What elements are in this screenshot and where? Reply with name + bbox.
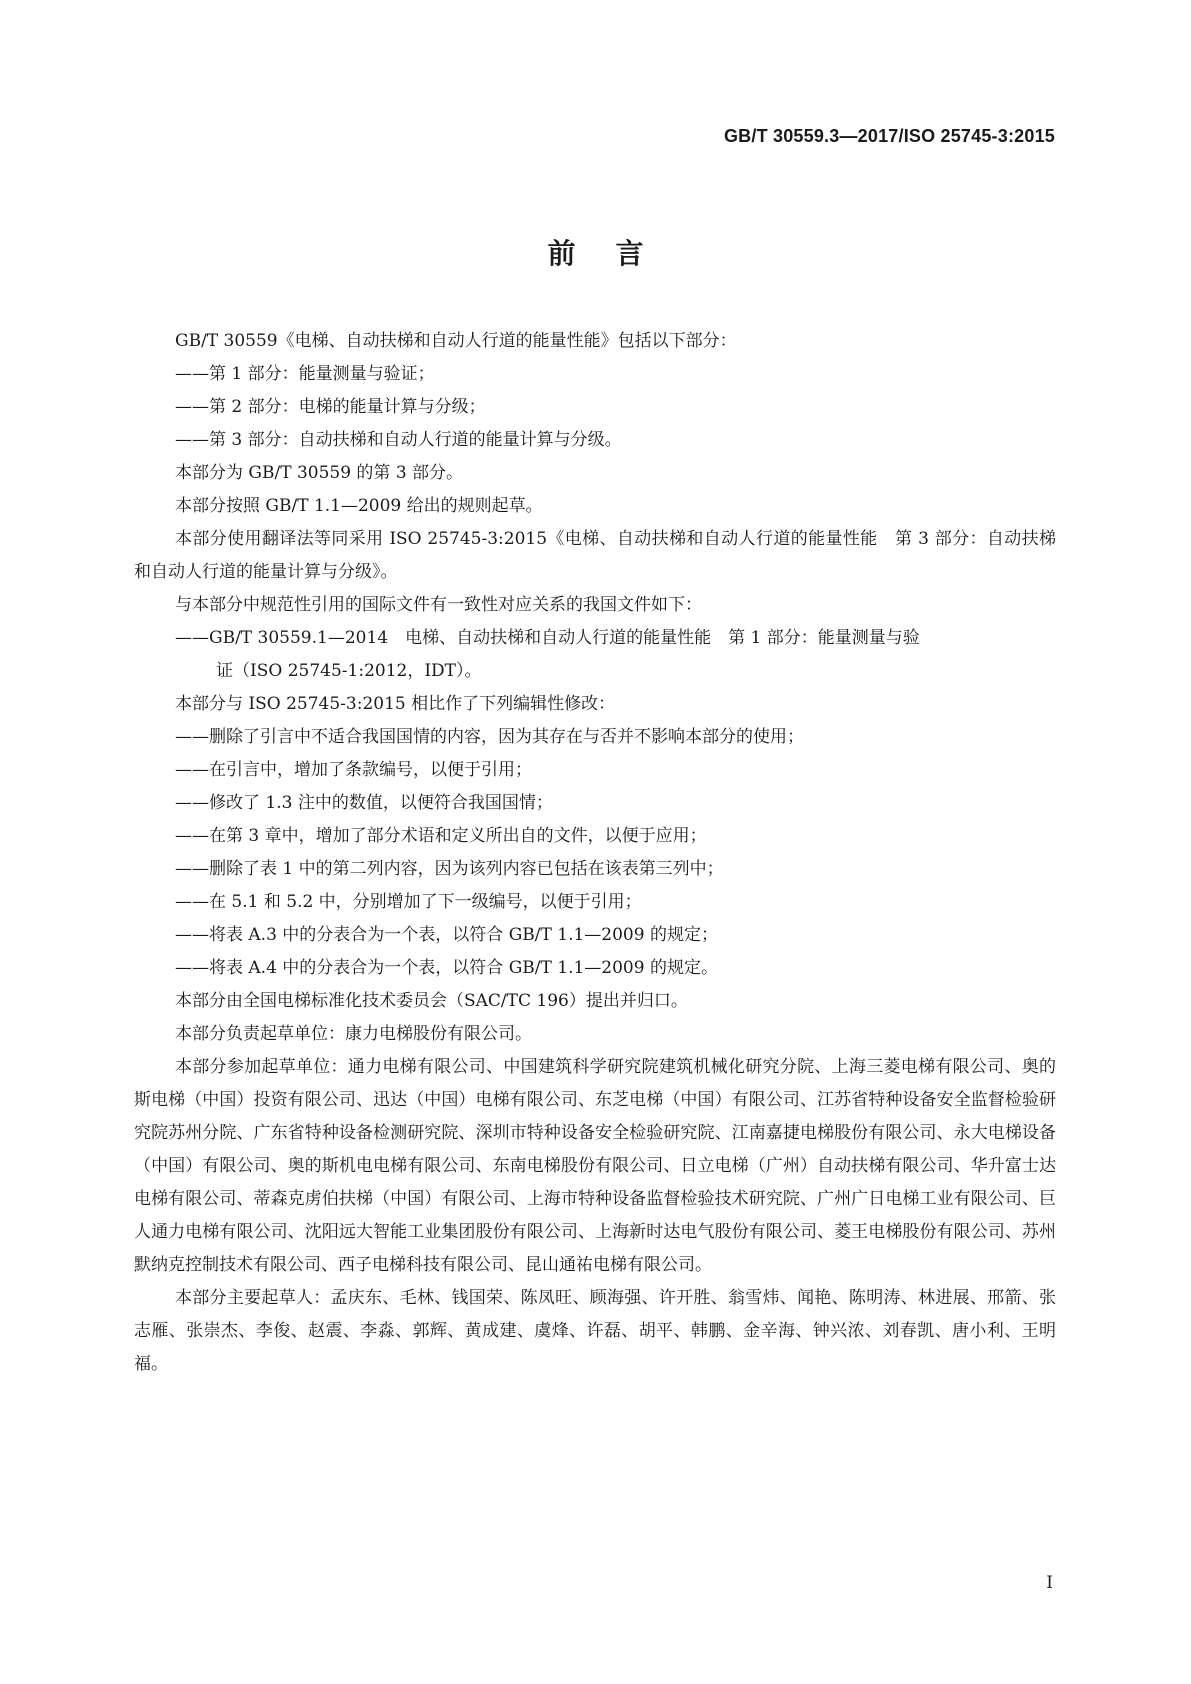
modification-list-item: ——在引言中，增加了条款编号，以便于引用； [175, 760, 532, 780]
intro-line: GB/T 30559《电梯、自动扶梯和自动人行道的能量性能》包括以下部分： [175, 331, 737, 351]
paragraph: 本部分使用翻译法等同采用 ISO 25745-3:2015《电梯、自动扶梯和自动人行道的能量性能 第 3 部分：自动扶梯和自动人行道的能量计算与分级》。 [134, 529, 1056, 582]
paragraph: 与本部分中规范性引用的国际文件有一致性对应关系的我国文件如下： [175, 595, 702, 615]
paragraph: 本部分按照 GB/T 1.1—2009 给出的规则起草。 [175, 496, 543, 516]
modification-list-item: ——删除了引言中不适合我国国情的内容，因为其存在与否并不影响本部分的使用； [175, 727, 804, 747]
part-list-item: ——第 1 部分：能量测量与验证； [175, 364, 435, 384]
standard-code: GB/T 30559.3—2017/ISO 25745-3:2015 [723, 126, 1055, 146]
modification-list-item: ——修改了 1.3 注中的数值，以便符合我国国情； [175, 793, 553, 813]
foreword-body [134, 325, 1056, 1381]
reference-list-item: ——GB/T 30559.1—2014 电梯、自动扶梯和自动人行道的能量性能 第 1 部分：能量测量与验 [175, 628, 920, 648]
paragraph: 本部分为 GB/T 30559 的第 3 部分。 [175, 463, 464, 483]
paragraph: 本部分与 ISO 25745-3:2015 相比作了下列编辑性修改： [175, 694, 616, 714]
drafters-paragraph: 本部分主要起草人：孟庆东、毛林、钱国荣、陈凤旺、顾海强、许开胜、翁雪炜、闻艳、陈明涛、林进展、邢箭、张志雁、张崇杰、李俊、赵震、李淼、郭辉、黄成建、虞烽、许磊、胡平、韩鹏、金辛海、钟兴浓、刘春凯、唐小利、王明福。 [134, 1288, 1056, 1374]
participating-units-paragraph: 本部分参加起草单位：通力电梯有限公司、中国建筑科学研究院建筑机械化研究分院、上海三菱电梯有限公司、奥的斯电梯（中国）投资有限公司、迅达（中国）电梯有限公司、东芝电梯（中国）有限公司、江苏省特种设备安全监督检验研究院苏州分院、广东省特种设备检测研究院、深圳市特种设备安全检验研究院、江南嘉捷电梯股份有限公司、永大电梯设备（中国）有限公司、奥的斯机电电梯有限公司、东南电梯股份有限公司、日立电梯（广州）自动扶梯有限公司、华升富士达电梯有限公司、蒂森克虏伯扶梯（中国）有限公司、上海市特种设备监督检验技术研究院、广州广日电梯工业有限公司、巨人通力电梯有限公司、沈阳远大智能工业集团股份有限公司、上海新时达电气股份有限公司、菱王电梯股份有限公司、苏州默纳克控制技术有限公司、西子电梯科技有限公司、昆山通祐电梯有限公司。 [134, 1057, 1056, 1275]
modification-list-item: ——在 5.1 和 5.2 中，分别增加了下一级编号，以便于引用； [175, 892, 642, 912]
page-number: I [1046, 1573, 1053, 1593]
paragraph: 本部分由全国电梯标准化技术委员会（SAC/TC 196）提出并归口。 [175, 991, 688, 1011]
part-list-item: ——第 2 部分：电梯的能量计算与分级； [175, 397, 486, 417]
modification-list-item: ——在第 3 章中，增加了部分术语和定义所出自的文件，以便于应用； [175, 826, 707, 846]
modification-list-item: ——将表 A.4 中的分表合为一个表，以符合 GB/T 1.1—2009 的规定。 [175, 958, 718, 978]
modification-list-item: ——删除了表 1 中的第二列内容，因为该列内容已包括在该表第三列中； [175, 859, 724, 879]
modification-list-item: ——将表 A.3 中的分表合为一个表，以符合 GB/T 1.1—2009 的规定； [175, 925, 718, 945]
part-list-item: ——第 3 部分：自动扶梯和自动人行道的能量计算与分级。 [175, 430, 622, 450]
reference-list-item-continuation: 证（ISO 25745-1:2012，IDT）。 [216, 661, 482, 681]
page-title: 前言 [547, 237, 684, 270]
paragraph: 本部分负责起草单位：康力电梯股份有限公司。 [175, 1024, 532, 1044]
